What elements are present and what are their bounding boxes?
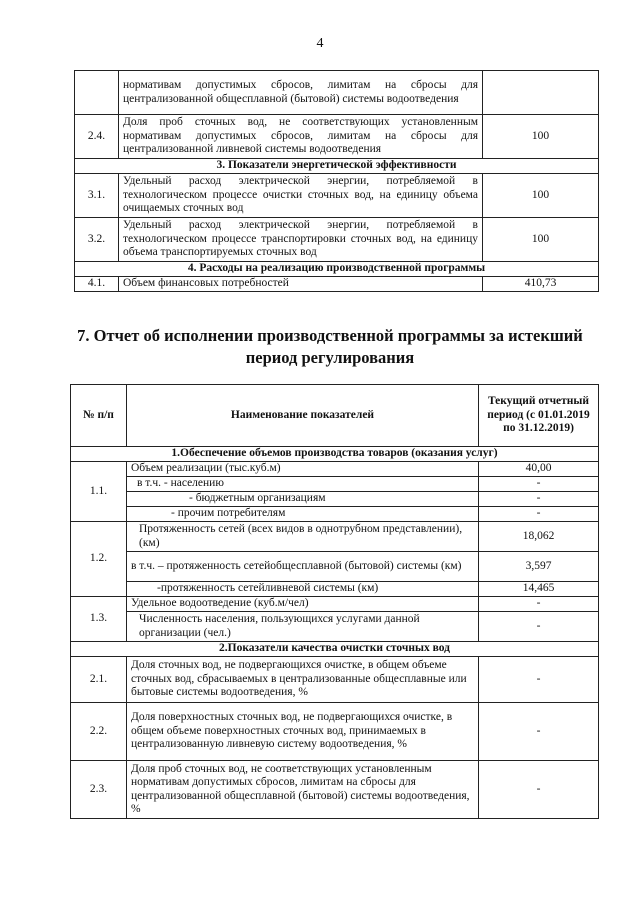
- row-value: -: [479, 657, 599, 703]
- row-number: 1.3.: [71, 597, 127, 642]
- row-value: -: [479, 597, 599, 612]
- row-text: - прочим потребителям: [127, 507, 479, 522]
- row-text: Численность населения, пользующихся услугами данной организации (чел.): [127, 612, 479, 642]
- row-text: в т.ч. – протяженность сетейобщесплавной (бытовой) системы (км): [127, 552, 479, 582]
- table-row: [75, 115, 599, 159]
- table-row: [71, 462, 599, 477]
- row-value: 100: [483, 115, 599, 159]
- row-number: 4.1.: [75, 277, 119, 292]
- row-value: 40,00: [479, 462, 599, 477]
- section-heading: 3. Показатели энергетической эффективности: [75, 159, 599, 174]
- table-row: [71, 657, 599, 703]
- row-number: 2.2.: [71, 703, 127, 761]
- table-row: [71, 522, 599, 552]
- row-text: нормативам допустимых сбросов, лимитам на сбросы для централизованной общесплавной (бытовой) системы водоотведения: [119, 71, 483, 115]
- table-row: [71, 477, 599, 492]
- row-value: -: [479, 492, 599, 507]
- table-row: [71, 612, 599, 642]
- row-value: -: [479, 703, 599, 761]
- col-header-period: Текущий отчетный период (с 01.01.2019 по 31.12.2019): [479, 385, 599, 447]
- row-text: Доля проб сточных вод, не соответствующих установленным нормативам допустимых сбросов, лимитам на сбросы для централизованной общесплавной (бытовой) системы водоотведения, %: [127, 761, 479, 819]
- header-row: [71, 385, 599, 447]
- row-text: Протяженность сетей (всех видов в однотрубном представлении), (км): [127, 522, 479, 552]
- section-row: [71, 447, 599, 462]
- indicators-table-continued: [74, 70, 599, 292]
- row-number: 2.3.: [71, 761, 127, 819]
- row-text: Удельное водоотведение (куб.м/чел): [127, 597, 479, 612]
- page-number: 4: [316, 36, 324, 51]
- row-value: -: [479, 507, 599, 522]
- section-heading: 4. Расходы на реализацию производственной программы: [75, 262, 599, 277]
- row-value: 100: [483, 174, 599, 218]
- row-number: 2.4.: [75, 115, 119, 159]
- row-number: 1.1.: [71, 462, 127, 522]
- row-value: 14,465: [479, 582, 599, 597]
- row-number: 3.1.: [75, 174, 119, 218]
- section-row: [75, 159, 599, 174]
- row-value: -: [479, 477, 599, 492]
- row-value: 100: [483, 218, 599, 262]
- row-number: 1.2.: [71, 522, 127, 597]
- section-7-title: 7. Отчет об исполнении производственной программы за истекший период регулирования: [77, 326, 583, 367]
- section-heading: 2.Показатели качества очистки сточных вод: [71, 642, 599, 657]
- table-row: [75, 218, 599, 262]
- row-text: -протяженность сетейливневой системы (км): [127, 582, 479, 597]
- table-row: [75, 174, 599, 218]
- row-text: Доля сточных вод, не подвергающихся очистке, в общем объеме сточных вод, сбрасываемых в централизованные общесплавные или бытовые системы водоотведения, %: [127, 657, 479, 703]
- row-text: Удельный расход электрической энергии, потребляемой в технологическом процессе очистки сточных вод, на единицу объема очищаемых сточных вод: [119, 174, 483, 218]
- row-text: - бюджетным организациям: [127, 492, 479, 507]
- row-number: 2.1.: [71, 657, 127, 703]
- row-number: [75, 71, 119, 115]
- row-text: Доля проб сточных вод, не соответствующих установленным нормативам допустимых сбросов, лимитам на сбросы для централизованной ливневой системы водоотведения: [119, 115, 483, 159]
- row-text: в т.ч. - населению: [127, 477, 479, 492]
- row-value: 18,062: [479, 522, 599, 552]
- program-report-table: [70, 384, 599, 819]
- row-value: [483, 71, 599, 115]
- row-value: -: [479, 761, 599, 819]
- row-value: -: [479, 612, 599, 642]
- row-text: Удельный расход электрической энергии, потребляемой в технологическом процессе транспортировки сточных вод, на единицу объема транспортируемых сточных вод: [119, 218, 483, 262]
- row-text: Объем реализации (тыс.куб.м): [127, 462, 479, 477]
- table-row: [71, 597, 599, 612]
- row-text: Доля поверхностных сточных вод, не подвергающихся очистке, в общем объеме поверхностных сточных вод, принимаемых в централизованную ливневую систему водоотведения, %: [127, 703, 479, 761]
- col-header-name: Наименование показателей: [127, 385, 479, 447]
- table-row: [71, 492, 599, 507]
- row-value: 410,73: [483, 277, 599, 292]
- table-row: [71, 552, 599, 582]
- row-value: 3,597: [479, 552, 599, 582]
- table-row: [71, 761, 599, 819]
- table-row: [71, 507, 599, 522]
- table-row: [75, 277, 599, 292]
- table-row: [71, 703, 599, 761]
- table-row: [71, 582, 599, 597]
- table-row: [75, 71, 599, 115]
- section-row: [75, 262, 599, 277]
- section-heading: 1.Обеспечение объемов производства товаров (оказания услуг): [71, 447, 599, 462]
- section-row: [71, 642, 599, 657]
- row-number: 3.2.: [75, 218, 119, 262]
- col-header-number: № п/п: [71, 385, 127, 447]
- row-text: Объем финансовых потребностей: [119, 277, 483, 292]
